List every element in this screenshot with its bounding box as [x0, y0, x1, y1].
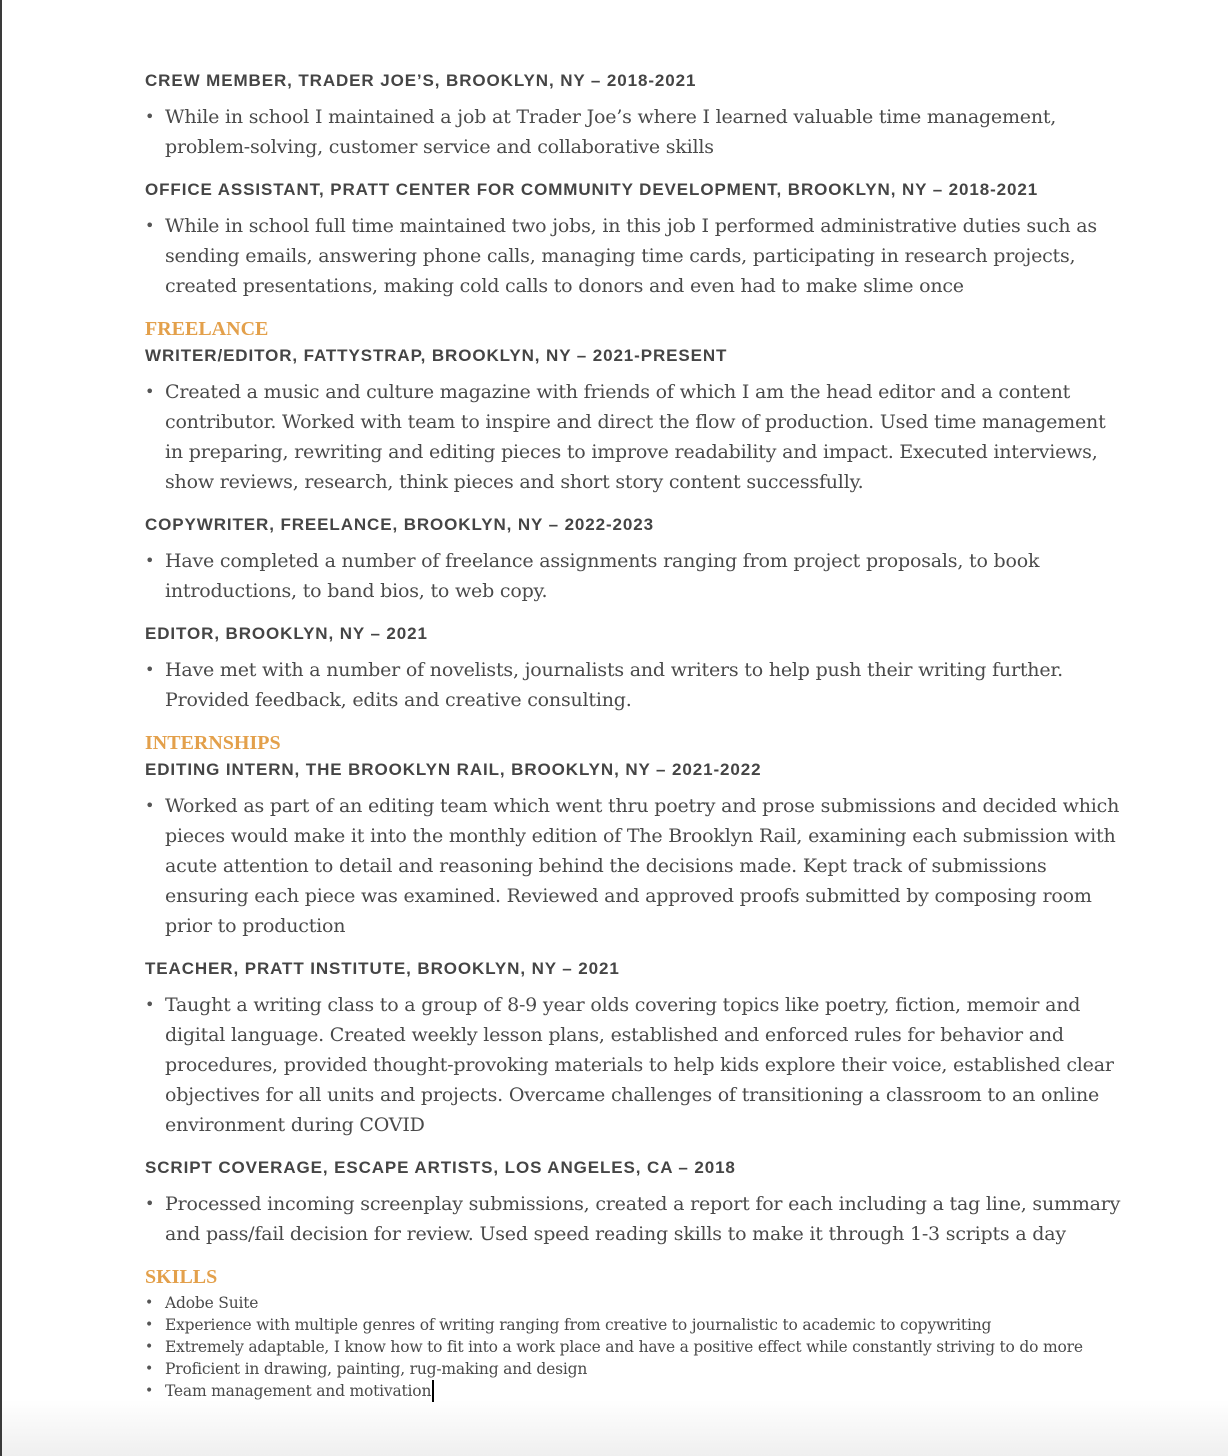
bullet-text-line: prior to production	[165, 915, 346, 937]
bullet-icon: •	[145, 107, 155, 126]
text-cursor	[432, 1380, 434, 1402]
job-title: COPYWRITER, FREELANCE, BROOKLYN, NY – 2022-2023	[145, 515, 654, 534]
bullet-text-line: digital language. Created weekly lesson plans, established and enforced rules for behavior and	[165, 1024, 1064, 1046]
job-title: SCRIPT COVERAGE, ESCAPE ARTISTS, LOS ANGELES, CA – 2018	[145, 1158, 736, 1177]
bullet-icon: •	[145, 660, 155, 679]
bullet-text-line: objectives for all units and projects. Overcame challenges of transitioning a classroom to an online	[165, 1084, 1100, 1106]
bullet-list	[145, 377, 1105, 497]
bullet-item	[145, 990, 1114, 1140]
bullet-text-line: Taught a writing class to a group of 8-9 year olds covering topics like poetry, fiction, memoir and	[165, 994, 1081, 1016]
bullet-icon: •	[145, 1339, 154, 1355]
bullet-text-line: sending emails, answering phone calls, managing time cards, participating in research projects,	[165, 245, 1076, 267]
bullet-text-line: procedures, provided thought-provoking materials to help kids explore their voice, established clear	[165, 1054, 1114, 1076]
bullet-list	[145, 791, 1120, 941]
section-heading: INTERNSHIPS	[145, 732, 281, 754]
bullet-icon: •	[145, 1361, 154, 1377]
resume-document[interactable]	[145, 69, 1121, 1402]
bullet-list	[145, 990, 1114, 1140]
skill-text: Adobe Suite	[165, 1294, 259, 1312]
bullet-text-line: and pass/fail decision for review. Used speed reading skills to make it through 1-3 scripts a day	[165, 1223, 1066, 1245]
skill-item	[145, 1380, 1105, 1402]
bullet-list	[145, 102, 1105, 162]
skill-text: Proficient in drawing, painting, rug-making and design	[165, 1360, 588, 1378]
bullet-text-line: acute attention to detail and reasoning behind the decisions made. Kept track of submissions	[165, 855, 1047, 877]
bullet-list	[145, 211, 1105, 301]
bullet-icon: •	[145, 1383, 154, 1399]
skills-list	[145, 1292, 1105, 1402]
bullet-text-line: Processed incoming screenplay submissions, created a report for each including a tag line, summary	[165, 1193, 1121, 1215]
skill-item	[145, 1358, 1105, 1380]
job-title: WRITER/EDITOR, FATTYSTRAP, BROOKLYN, NY – 2021-PRESENT	[145, 346, 728, 365]
bullet-text-line: problem-solving, customer service and collaborative skills	[165, 136, 714, 158]
bullet-list	[145, 1189, 1121, 1249]
skill-text: Team management and motivation	[165, 1382, 432, 1400]
bullet-text-line: Provided feedback, edits and creative consulting.	[165, 689, 632, 711]
bullet-text-line: Created a music and culture magazine with friends of which I am the head editor and a content	[165, 381, 1071, 403]
skill-item	[145, 1292, 1105, 1314]
bullet-icon: •	[145, 216, 155, 235]
bullet-icon: •	[145, 995, 155, 1014]
bullet-text-line: show reviews, research, think pieces and short story content successfully.	[165, 471, 864, 493]
bullet-icon: •	[145, 1194, 155, 1213]
section-heading: SKILLS	[145, 1266, 218, 1288]
bullet-icon: •	[145, 382, 155, 401]
skill-text: Extremely adaptable, I know how to fit into a work place and have a positive effect while constantly striving to do more	[165, 1338, 1083, 1356]
window-edge	[0, 0, 2, 1456]
bullet-list	[145, 546, 1105, 606]
bullet-item	[145, 377, 1105, 497]
bullet-item	[145, 1189, 1121, 1249]
bullet-text-line: Have met with a number of novelists, journalists and writers to help push their writing further.	[165, 659, 1063, 681]
bullet-text-line: environment during COVID	[165, 1114, 425, 1136]
skill-item	[145, 1314, 1105, 1336]
bullet-text-line: While in school full time maintained two jobs, in this job I performed administrative duties such as	[165, 215, 1097, 237]
bullet-item	[145, 211, 1105, 301]
job-title: EDITOR, BROOKLYN, NY – 2021	[145, 624, 428, 643]
bullet-text-line: ensuring each piece was examined. Reviewed and approved proofs submitted by composing room	[165, 885, 1092, 907]
bullet-text-line: introductions, to band bios, to web copy.	[165, 580, 548, 602]
bullet-text-line: in preparing, rewriting and editing pieces to improve readability and impact. Executed interviews,	[165, 441, 1098, 463]
bullet-text-line: pieces would make it into the monthly edition of The Brooklyn Rail, examining each submission with	[165, 825, 1116, 847]
bullet-item	[145, 791, 1120, 941]
bullet-item	[145, 102, 1105, 162]
bullet-icon: •	[145, 1295, 154, 1311]
bullet-icon: •	[145, 796, 155, 815]
section-heading: FREELANCE	[145, 318, 269, 340]
skill-item	[145, 1336, 1105, 1358]
bullet-item	[145, 546, 1105, 606]
job-title: TEACHER, PRATT INSTITUTE, BROOKLYN, NY – 2021	[145, 959, 620, 978]
job-title: EDITING INTERN, THE BROOKLYN RAIL, BROOKLYN, NY – 2021-2022	[145, 760, 762, 779]
job-title: CREW MEMBER, TRADER JOE’S, BROOKLYN, NY – 2018-2021	[145, 71, 697, 90]
job-title: OFFICE ASSISTANT, PRATT CENTER FOR COMMUNITY DEVELOPMENT, BROOKLYN, NY – 2018-2021	[145, 180, 1039, 199]
bullet-text-line: created presentations, making cold calls to donors and even had to make slime once	[165, 275, 964, 297]
bullet-text-line: contributor. Worked with team to inspire and direct the flow of production. Used time management	[165, 411, 1106, 433]
bullet-text-line: Have completed a number of freelance assignments ranging from project proposals, to book	[165, 550, 1040, 572]
skill-text: Experience with multiple genres of writing ranging from creative to journalistic to academic to copywriting	[165, 1316, 992, 1334]
bullet-icon: •	[145, 1317, 154, 1333]
bullet-item	[145, 655, 1105, 715]
bullet-list	[145, 655, 1105, 715]
bullet-text-line: While in school I maintained a job at Trader Joe’s where I learned valuable time management,	[165, 106, 1057, 128]
bullet-icon: •	[145, 551, 155, 570]
bullet-text-line: Worked as part of an editing team which went thru poetry and prose submissions and decided which	[165, 795, 1120, 817]
